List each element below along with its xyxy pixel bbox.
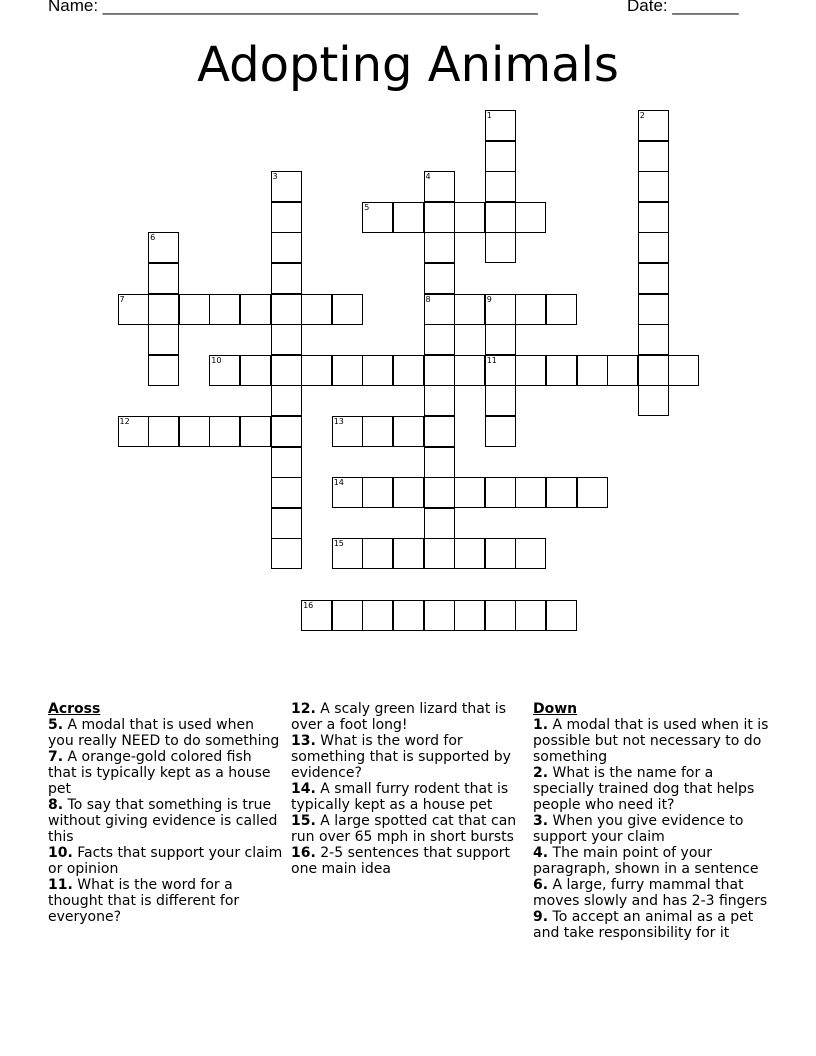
grid-cell[interactable]	[332, 294, 363, 325]
grid-cell[interactable]	[638, 232, 669, 263]
grid-cell[interactable]	[271, 294, 302, 325]
grid-cell[interactable]	[638, 324, 669, 355]
cell-number: 1	[486, 111, 492, 120]
grid-cell[interactable]	[424, 600, 455, 631]
clue-down-9	[533, 909, 769, 941]
grid-cell[interactable]	[424, 324, 455, 355]
grid-cell[interactable]	[485, 355, 516, 386]
grid-cell[interactable]	[362, 538, 393, 569]
grid-cell[interactable]	[362, 202, 393, 233]
page-title: Adopting Animals	[197, 37, 619, 93]
clue-across-14	[291, 781, 519, 813]
clue-across-5	[48, 717, 284, 749]
grid-cell[interactable]	[515, 355, 546, 386]
clue-text: The main point of your paragraph, shown in a sentence	[533, 845, 759, 877]
clue-number: 9.	[533, 909, 549, 925]
grid-cell[interactable]	[638, 141, 669, 172]
clue-across-12	[291, 701, 519, 733]
grid-cell[interactable]	[638, 263, 669, 294]
clue-text: Facts that support your claim or opinion	[48, 845, 283, 877]
grid-cell[interactable]	[332, 600, 363, 631]
cell-number: 3	[272, 172, 278, 182]
grid-cell[interactable]	[332, 355, 363, 386]
grid-cell[interactable]	[240, 294, 271, 325]
grid-cell[interactable]	[424, 508, 455, 539]
grid-cell[interactable]	[301, 294, 332, 325]
grid-cell[interactable]	[393, 355, 424, 386]
grid-cell[interactable]	[148, 416, 179, 447]
clue-number: 1.	[533, 717, 549, 733]
grid-cell[interactable]	[362, 600, 393, 631]
grid-cell[interactable]	[638, 110, 669, 141]
grid-cell[interactable]	[546, 355, 577, 386]
clue-text: A modal that is used when you really NEED to do something	[48, 717, 280, 749]
clue-across-11	[48, 877, 284, 925]
clue-number: 12.	[291, 701, 316, 717]
date-line[interactable]: Date: _______	[627, 0, 739, 15]
grid-cell[interactable]	[393, 538, 424, 569]
clue-number: 4.	[533, 845, 549, 861]
cell-number: 10	[211, 355, 222, 365]
grid-cell[interactable]	[271, 416, 302, 447]
grid-cell[interactable]	[454, 600, 485, 631]
grid-cell[interactable]	[546, 294, 577, 325]
clue-text: To accept an animal as a pet and take responsibility for it	[533, 909, 754, 941]
clue-text: What is the word for something that is supported by evidence?	[291, 733, 511, 781]
grid-cell[interactable]	[393, 202, 424, 233]
grid-cell[interactable]	[148, 294, 179, 325]
grid-cell[interactable]	[546, 600, 577, 631]
cell-number: 14	[333, 478, 344, 488]
grid-cell[interactable]	[454, 538, 485, 569]
grid-cell[interactable]	[148, 263, 179, 294]
grid-cell[interactable]	[118, 294, 149, 325]
cell-number: 16	[303, 600, 314, 610]
clue-number: 11.	[48, 877, 73, 893]
grid-cell[interactable]	[638, 202, 669, 233]
cell-number: 5	[364, 202, 370, 212]
clue-number: 6.	[533, 877, 549, 893]
grid-cell[interactable]	[362, 416, 393, 447]
grid-cell[interactable]	[332, 538, 363, 569]
grid-cell[interactable]	[148, 232, 179, 263]
grid-cell[interactable]	[271, 263, 302, 294]
grid-cell[interactable]	[485, 416, 516, 447]
grid-cell[interactable]	[393, 416, 424, 447]
clue-down-3	[533, 813, 769, 845]
grid-cell[interactable]	[271, 447, 302, 478]
grid-cell[interactable]	[393, 600, 424, 631]
cell-number: 6	[150, 233, 156, 243]
grid-cell[interactable]	[148, 355, 179, 386]
grid-cell[interactable]	[454, 477, 485, 508]
grid-cell[interactable]	[271, 385, 302, 416]
clue-number: 2.	[533, 765, 549, 781]
grid-cell[interactable]	[638, 355, 669, 386]
cell-number: 8	[425, 294, 431, 304]
clue-column-3	[533, 701, 769, 941]
cell-number: 4	[425, 172, 431, 182]
grid-cell[interactable]	[454, 202, 485, 233]
clue-text: When you give evidence to support your claim	[533, 813, 744, 845]
cell-number: 9	[486, 294, 492, 304]
grid-cell[interactable]	[271, 324, 302, 355]
grid-cell[interactable]	[271, 538, 302, 569]
grid-cell[interactable]	[424, 538, 455, 569]
clue-text: A large spotted cat that can run over 65 mph in short bursts	[291, 813, 517, 845]
grid-cell[interactable]	[148, 324, 179, 355]
grid-cell[interactable]	[271, 202, 302, 233]
clue-across-7	[48, 749, 284, 797]
grid-cell[interactable]	[209, 416, 240, 447]
grid-cell[interactable]	[424, 263, 455, 294]
grid-cell[interactable]	[607, 355, 638, 386]
name-line[interactable]: Name: ______________________________________________	[48, 0, 538, 15]
grid-cell[interactable]	[301, 355, 332, 386]
clue-across-8	[48, 797, 284, 845]
grid-cell[interactable]	[485, 294, 516, 325]
grid-cell[interactable]	[271, 508, 302, 539]
clue-text: 2-5 sentences that support one main idea	[291, 845, 511, 877]
down-heading: Down	[533, 701, 578, 717]
clue-across-16	[291, 845, 519, 877]
grid-cell[interactable]	[546, 477, 577, 508]
clue-text: What is the name for a specially trained dog that helps people who need it?	[533, 765, 755, 813]
grid-cell[interactable]	[424, 416, 455, 447]
grid-cell[interactable]	[485, 110, 516, 141]
grid-cell[interactable]	[485, 324, 516, 355]
clue-text: A modal that is used when it is possible but not necessary to do something	[533, 717, 769, 765]
grid-cell[interactable]	[424, 294, 455, 325]
grid-cell[interactable]	[485, 600, 516, 631]
grid-cell[interactable]	[240, 416, 271, 447]
clue-across-10	[48, 845, 284, 877]
grid-cell[interactable]	[515, 538, 546, 569]
grid-cell[interactable]	[209, 294, 240, 325]
clue-text: To say that something is true without giving evidence is called this	[48, 797, 278, 845]
grid-cell[interactable]	[271, 355, 302, 386]
grid-cell[interactable]	[362, 477, 393, 508]
clue-down-2	[533, 765, 769, 813]
grid-cell[interactable]	[515, 294, 546, 325]
clue-text: A scaly green lizard that is over a foot long!	[291, 701, 506, 733]
grid-cell[interactable]	[424, 447, 455, 478]
cell-number: 13	[333, 417, 344, 426]
grid-cell[interactable]	[577, 477, 608, 508]
grid-cell[interactable]	[240, 355, 271, 386]
grid-cell[interactable]	[454, 294, 485, 325]
grid-cell[interactable]	[424, 477, 455, 508]
grid-cell[interactable]	[485, 202, 516, 233]
clue-text: A large, furry mammal that moves slowly and has 2-3 fingers	[533, 877, 768, 909]
clue-number: 3.	[533, 813, 549, 829]
clue-down-6	[533, 877, 769, 909]
grid-cell[interactable]	[485, 477, 516, 508]
grid-cell[interactable]	[332, 416, 363, 447]
grid-cell[interactable]	[485, 232, 516, 263]
cell-number: 12	[119, 417, 130, 426]
grid-cell[interactable]	[179, 294, 210, 325]
grid-cell[interactable]	[485, 171, 516, 202]
grid-cell[interactable]	[424, 355, 455, 386]
cell-number: 2	[639, 111, 645, 120]
grid-cell[interactable]	[424, 171, 455, 202]
clue-number: 13.	[291, 733, 316, 749]
grid-cell[interactable]	[393, 477, 424, 508]
grid-cell[interactable]	[271, 477, 302, 508]
cell-number: 11	[486, 355, 497, 365]
grid-cell[interactable]	[332, 477, 363, 508]
across-heading: Across	[48, 701, 101, 717]
clue-text: A orange-gold colored fish that is typically kept as a house pet	[48, 749, 271, 797]
grid-cell[interactable]	[271, 232, 302, 263]
clue-column-1	[48, 701, 284, 925]
grid-cell[interactable]	[424, 202, 455, 233]
grid-cell[interactable]	[485, 538, 516, 569]
grid-cell[interactable]	[271, 171, 302, 202]
grid-cell[interactable]	[179, 416, 210, 447]
grid-cell[interactable]	[485, 385, 516, 416]
grid-cell[interactable]	[424, 232, 455, 263]
clue-across-13	[291, 733, 519, 781]
clue-down-1	[533, 717, 769, 765]
clue-number: 5.	[48, 717, 64, 733]
grid-cell[interactable]	[362, 355, 393, 386]
clue-text: A small furry rodent that is typically kept as a house pet	[291, 781, 509, 813]
grid-cell[interactable]	[424, 385, 455, 416]
grid-cell[interactable]	[515, 202, 546, 233]
grid-cell[interactable]	[638, 294, 669, 325]
cell-number: 15	[333, 539, 344, 549]
clue-number: 10.	[48, 845, 73, 861]
cell-number: 7	[119, 294, 125, 304]
grid-cell[interactable]	[668, 355, 699, 386]
clue-column-2	[291, 701, 519, 877]
clue-number: 7.	[48, 749, 64, 765]
clue-number: 8.	[48, 797, 64, 813]
grid-cell[interactable]	[515, 600, 546, 631]
clue-number: 14.	[291, 781, 316, 797]
clue-number: 15.	[291, 813, 316, 829]
grid-cell[interactable]	[638, 385, 669, 416]
grid-cell[interactable]	[118, 416, 149, 447]
clue-number: 16.	[291, 845, 316, 861]
grid-cell[interactable]	[209, 355, 240, 386]
grid-cell[interactable]	[577, 355, 608, 386]
clue-across-15	[291, 813, 519, 845]
grid-cell[interactable]	[485, 141, 516, 172]
grid-cell[interactable]	[301, 600, 332, 631]
grid-cell[interactable]	[638, 171, 669, 202]
grid-cell[interactable]	[454, 355, 485, 386]
clue-text: What is the word for a thought that is different for everyone?	[48, 877, 240, 925]
grid-cell[interactable]	[515, 477, 546, 508]
clue-down-4	[533, 845, 769, 877]
